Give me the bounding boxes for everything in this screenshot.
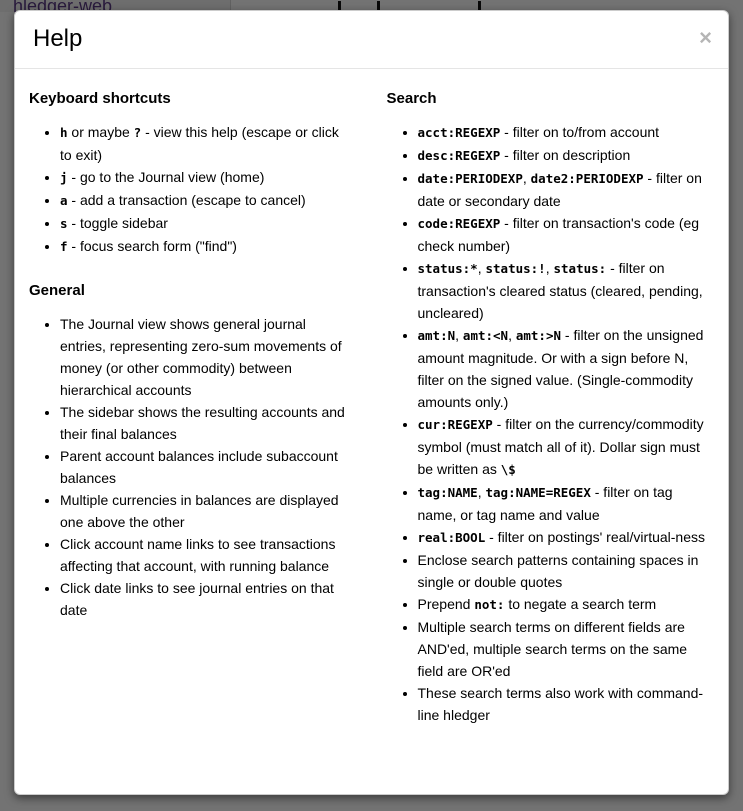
code-term: status:: [553, 261, 607, 276]
list-item: • Enclose search patterns containing spaces in single or double quotes: [418, 549, 709, 593]
code-term: status:!: [485, 261, 546, 276]
code-term: desc:REGEXP: [417, 148, 501, 163]
code-term: real:BOOL: [417, 530, 486, 545]
list-item: • cur:REGEXP - filter on the currency/commodity symbol (must match all of it). Dollar sign must be written as \$: [418, 413, 709, 481]
list-item: • h or maybe ? - view this help (escape or click to exit): [60, 121, 354, 166]
code-term: cur:REGEXP: [417, 417, 493, 432]
code-term: tag:NAME=REGEX: [485, 485, 591, 500]
code-term: f: [60, 239, 68, 254]
code-term: date:PERIODEXP: [417, 171, 523, 186]
list-item: • Multiple currencies in balances are displayed one above the other: [60, 489, 354, 533]
code-term: amt:N: [417, 328, 456, 343]
section-heading: Keyboard shortcuts: [29, 90, 171, 107]
code-term: amt:<N: [462, 328, 509, 343]
code-term: not:: [474, 597, 505, 612]
list-item: • date:PERIODEXP, date2:PERIODEXP - filter on date or secondary date: [418, 167, 709, 212]
list-item: • tag:NAME, tag:NAME=REGEX - filter on tag name, or tag name and value: [418, 481, 709, 526]
list-item: • Click date links to see journal entries on that date: [60, 577, 354, 621]
list-item: • code:REGEXP - filter on transaction's code (eg check number): [418, 212, 709, 257]
code-term: amt:>N: [515, 328, 562, 343]
list-item: • The Journal view shows general journal entries, representing zero-sum movements of money (or other commodity) between hierarchical accounts: [60, 313, 354, 401]
help-modal: [14, 10, 729, 795]
list-item: • Parent account balances include subaccount balances: [60, 445, 354, 489]
code-term: tag:NAME: [417, 485, 478, 500]
code-term: h: [60, 125, 68, 140]
left-column: [29, 84, 372, 750]
code-term: date2:PERIODEXP: [530, 171, 644, 186]
help-list: [387, 121, 709, 726]
list-item: • f - focus search form ("find"): [60, 235, 354, 258]
code-term: \$: [500, 462, 516, 477]
list-item: • status:*, status:!, status: - filter on transaction's cleared status (cleared, pending, uncleared): [418, 257, 709, 324]
code-term: acct:REGEXP: [417, 125, 501, 140]
list-item: • a - add a transaction (escape to cancel): [60, 189, 354, 212]
modal-body: [15, 69, 728, 750]
help-list: [29, 313, 354, 621]
section-heading: Search: [386, 90, 437, 107]
list-item: • Prepend not: to negate a search term: [418, 593, 709, 616]
list-item: • j - go to the Journal view (home): [60, 166, 354, 189]
code-term: s: [60, 216, 68, 231]
code-term: status:*: [417, 261, 478, 276]
list-item: • amt:N, amt:<N, amt:>N - filter on the unsigned amount magnitude. Or with a sign before N, filter on the signed value. (Single-commodity amounts only.): [418, 324, 709, 413]
modal-header: [15, 11, 728, 69]
list-item: • acct:REGEXP - filter on to/from account: [418, 121, 709, 144]
list-item: • Click account name links to see transactions affecting that account, with running balance: [60, 533, 354, 577]
right-column: [372, 84, 715, 750]
code-term: code:REGEXP: [417, 216, 501, 231]
section-heading: General: [29, 282, 85, 299]
list-item: • The sidebar shows the resulting accounts and their final balances: [60, 401, 354, 445]
list-item: • These search terms also work with command-line hledger: [418, 682, 709, 726]
close-icon[interactable]: ×: [699, 25, 712, 50]
list-item: • s - toggle sidebar: [60, 212, 354, 235]
list-item: • real:BOOL - filter on postings' real/virtual-ness: [418, 526, 709, 549]
list-item: • Multiple search terms on different fields are AND'ed, multiple search terms on the same field are OR'ed: [418, 616, 709, 682]
code-term: j: [60, 170, 68, 185]
list-item: • desc:REGEXP - filter on description: [418, 144, 709, 167]
modal-title: Help: [33, 25, 83, 52]
code-term: a: [60, 193, 68, 208]
code-term: ?: [133, 125, 142, 140]
help-list: [29, 121, 354, 258]
